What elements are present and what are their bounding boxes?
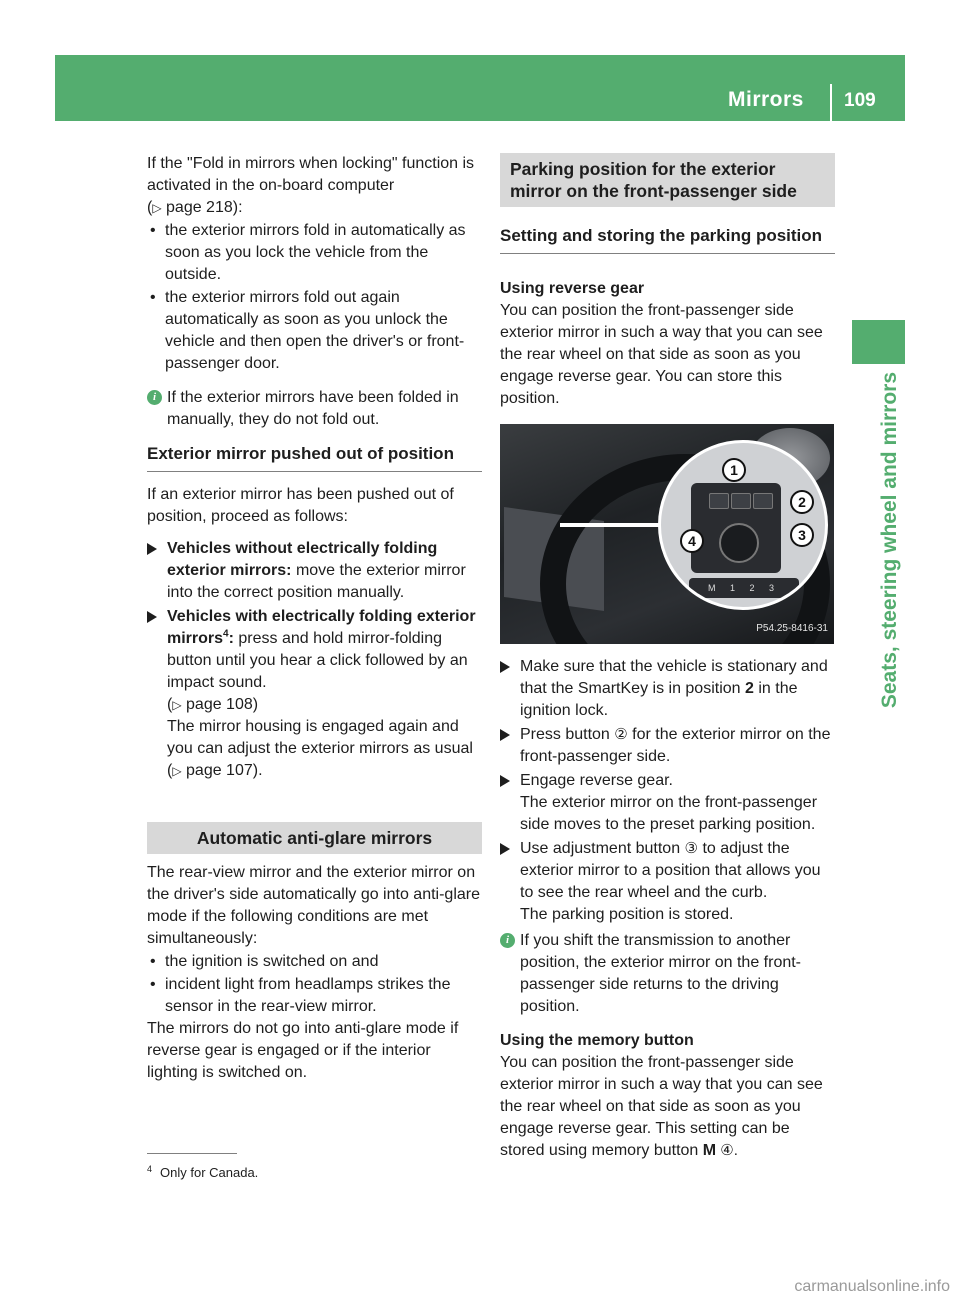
list-item: • the ignition is switched on and	[147, 951, 482, 973]
callout-3: 3	[790, 523, 814, 547]
steering-wheel-photo	[500, 424, 834, 644]
right-column	[500, 153, 835, 1162]
button-2-ref: ②	[614, 726, 628, 743]
step-item: Vehicles with electrically folding exterior mirrors$^4$: press and hold mirror-folding button until you hear a click followed by an impact sound. (▷ page 108) The mirror housing is engaged again and you can adjust the exterior mirrors as usual (▷ page 107).	[147, 606, 482, 782]
memory-buttons: M 1 2 3	[689, 578, 799, 598]
footnote-ref[interactable]: 4	[223, 628, 229, 640]
page-ref-arrow-icon: ▷	[172, 698, 182, 712]
info-note: i If you shift the transmission to another position, the exterior mirror on the front-passenger side returns to the driving position.	[500, 930, 835, 1018]
list-item: • the exterior mirrors fold in automatically as soon as you lock the vehicle from the outside.	[147, 220, 482, 286]
header-divider	[830, 84, 832, 121]
mirror-right-button	[753, 493, 773, 509]
step-arrow-icon	[500, 775, 510, 787]
info-icon: i	[500, 933, 515, 948]
footnote-rule	[147, 1153, 237, 1154]
paragraph: You can position the front-passenger side exterior mirror in such a way that you can see the rear wheel on that side as soon as you engage reverse gear. This setting can be stored using memory button M ④.	[500, 1054, 823, 1159]
footnote-text: Only for Canada.	[160, 1165, 259, 1180]
footnote	[147, 1165, 258, 1180]
page-ref-link[interactable]: page 108)	[186, 696, 259, 713]
footnote-mark: 4	[147, 1163, 153, 1174]
callout-2: 2	[790, 490, 814, 514]
page-ref-link[interactable]: page 107).	[186, 762, 263, 779]
info-icon: i	[147, 390, 162, 405]
callout-4: 4	[680, 529, 704, 553]
step-item: Make sure that the vehicle is stationary and that the SmartKey is in position 2 in the ignition lock.	[500, 656, 835, 722]
side-tab	[852, 320, 905, 364]
side-tab-label: Seats, steering wheel and mirrors	[878, 372, 901, 709]
pointer-line	[560, 523, 670, 527]
page-number: 109	[844, 90, 876, 111]
list-item: • incident light from headlamps strikes the sensor in the rear-view mirror.	[147, 974, 482, 1018]
step-item: Engage reverse gear. The exterior mirror on the front-passenger side moves to the preset parking position.	[500, 770, 835, 836]
step-item: Use adjustment button ③ to adjust the exterior mirror to a position that allows you to see the rear wheel and the curb. The parking position is stored.	[500, 838, 835, 926]
sub-heading: Using the memory button	[500, 1032, 694, 1049]
step-arrow-icon	[500, 843, 510, 855]
page-title: Mirrors	[728, 88, 804, 111]
list-item: • the exterior mirrors fold out again automatically as soon as you unlock the vehicle and then open the driver's or front-passenger door.	[147, 287, 482, 375]
adjustment-dial	[719, 523, 759, 563]
step-arrow-icon	[147, 611, 157, 623]
button-3-ref: ③	[684, 840, 698, 857]
page-ref-link[interactable]: page 218):	[166, 199, 243, 216]
watermark: carmanualsonline.info	[794, 1278, 950, 1295]
step-arrow-icon	[500, 729, 510, 741]
photo-code: P54.25-8416-31	[756, 623, 828, 634]
step-item: Press button ② for the exterior mirror on the front-passenger side.	[500, 724, 835, 768]
step-item: Vehicles without electrically folding exterior mirrors: move the exterior mirror into the correct position manually.	[147, 538, 482, 604]
paragraph: You can position the front-passenger side exterior mirror in such a way that you can see the rear wheel on that side as soon as you engage reverse gear. You can store this position.	[500, 302, 823, 407]
section-heading-shaded: Automatic anti-glare mirrors	[147, 822, 482, 854]
info-note: i If the exterior mirrors have been folded in manually, they do not fold out.	[147, 387, 482, 431]
page-ref-arrow-icon: ▷	[152, 201, 162, 215]
step-arrow-icon	[147, 543, 157, 555]
section-heading: Setting and storing the parking position	[500, 225, 835, 254]
section-heading-shaded: Parking position for the exterior mirror on the front-passenger side	[500, 153, 835, 207]
section-heading: Exterior mirror pushed out of position	[147, 443, 482, 472]
callout-1: 1	[722, 458, 746, 482]
sub-heading: Using reverse gear	[500, 280, 645, 297]
paragraph: The mirrors do not go into anti-glare mode if reverse gear is engaged or if the interior lighting is switched on.	[147, 1020, 459, 1081]
step-arrow-icon	[500, 661, 510, 673]
left-column	[147, 153, 482, 1084]
intro-paragraph: If the "Fold in mirrors when locking" function is activated in the on-board computer (▷ page 218):	[147, 155, 475, 216]
page-ref-arrow-icon: ▷	[172, 764, 182, 778]
paragraph: The rear-view mirror and the exterior mirror on the driver's side automatically go into anti-glare mode if the following conditions are met simultaneously:	[147, 864, 480, 947]
mirror-left-button	[709, 493, 729, 509]
mirror-fold-button	[731, 493, 751, 509]
paragraph: If an exterior mirror has been pushed out of position, proceed as follows:	[147, 486, 454, 525]
